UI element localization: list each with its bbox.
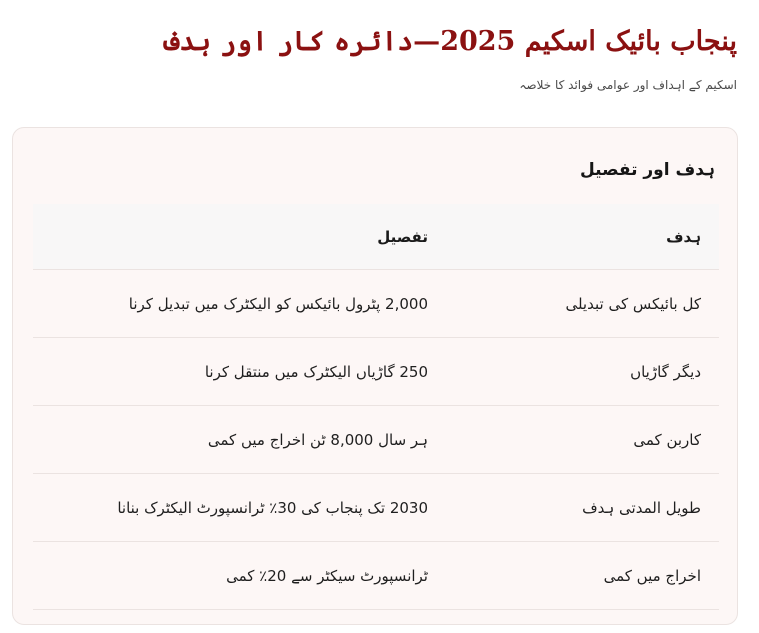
column-header-detail: تفصیل xyxy=(33,204,446,270)
table-row xyxy=(33,406,719,474)
goal-cell: کاربن کمی xyxy=(446,406,719,474)
detail-cell: 2030 تک پنجاب کی 30٪ ٹرانسپورٹ الیکٹرک بنانا xyxy=(33,474,446,542)
column-header-goal: ہدف xyxy=(446,204,719,270)
table-row xyxy=(33,474,719,542)
table-header-row xyxy=(33,204,719,270)
detail-cell: 2,000 پٹرول بائیکس کو الیکٹرک میں تبدیل کرنا xyxy=(33,270,446,338)
table-row xyxy=(33,270,719,338)
section-title: ہدف اور تفصیل xyxy=(579,160,715,180)
goal-cell: طویل المدتی ہدف xyxy=(446,474,719,542)
detail-cell: 250 گاڑیاں الیکٹرک میں منتقل کرنا xyxy=(33,338,446,406)
table-row xyxy=(33,338,719,406)
table-row xyxy=(33,542,719,610)
goal-cell: کل بائیکس کی تبدیلی xyxy=(446,270,719,338)
page-subtitle: اسکیم کے اہداف اور عوامی فوائد کا خلاصہ xyxy=(519,78,737,92)
goal-cell: اخراج میں کمی xyxy=(446,542,719,610)
page-title: پنجاب بائیک اسکیم 2025—دائرہ کار اور ہدف xyxy=(163,26,737,57)
goals-card xyxy=(12,127,738,625)
detail-cell: ہر سال 8,000 ٹن اخراج میں کمی xyxy=(33,406,446,474)
goal-cell: دیگر گاڑیاں xyxy=(446,338,719,406)
detail-cell: ٹرانسپورٹ سیکٹر سے 20٪ کمی xyxy=(33,542,446,610)
goals-table xyxy=(33,204,719,610)
